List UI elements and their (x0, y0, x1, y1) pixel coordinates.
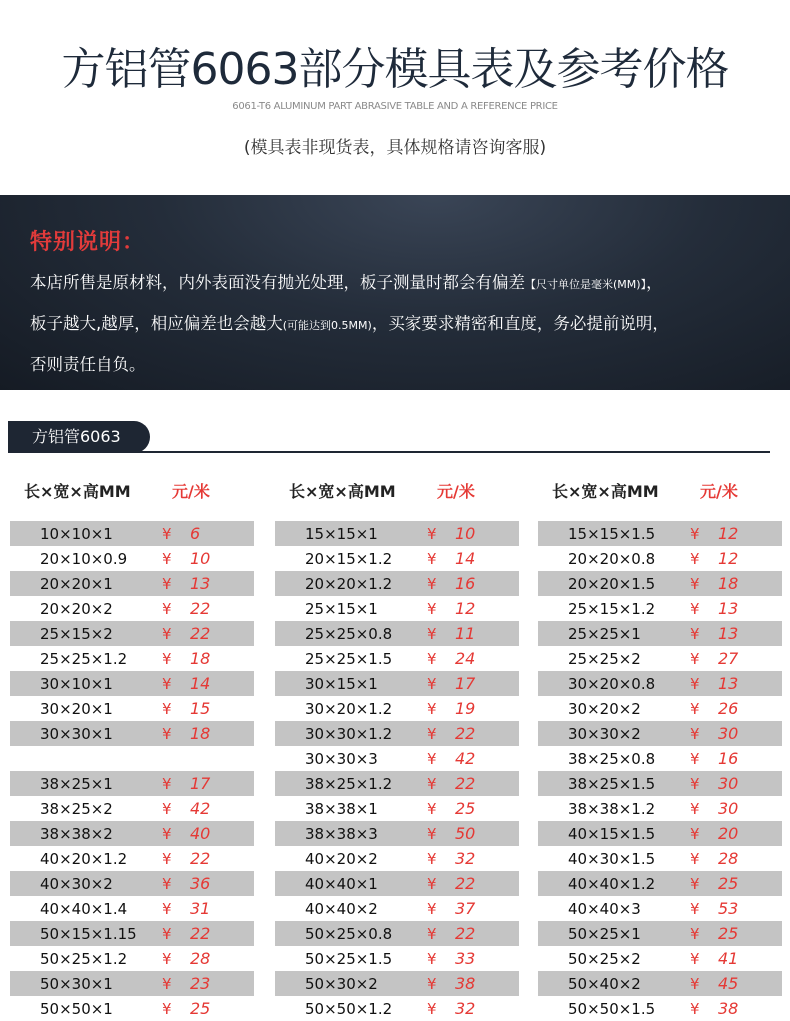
price-cell: 25 (718, 874, 739, 893)
size-cell: 50×15×1.15 (40, 925, 137, 943)
currency-symbol: ¥ (427, 1000, 437, 1018)
price-cell: 20 (718, 824, 739, 843)
table-row (538, 971, 782, 996)
table-row (10, 796, 254, 821)
notice-line-1-main: 本店所售是原材料，内外表面没有抛光处理，板子测量时都会有偏差 (30, 273, 525, 292)
currency-symbol: ¥ (162, 925, 172, 943)
size-cell: 30×20×1.2 (305, 700, 393, 718)
size-cell: 50×25×1 (568, 925, 641, 943)
currency-symbol: ¥ (690, 850, 700, 868)
table-row (275, 771, 519, 796)
currency-symbol: ¥ (162, 625, 172, 643)
size-cell: 30×15×1 (305, 675, 378, 693)
size-cell: 15×15×1.5 (568, 525, 656, 543)
page-header (0, 0, 790, 195)
price-rows (538, 521, 782, 1021)
column-header (538, 475, 782, 505)
currency-symbol: ¥ (162, 650, 172, 668)
currency-symbol: ¥ (427, 900, 437, 918)
price-cell: 19 (455, 699, 476, 718)
price-cell: 22 (455, 924, 476, 943)
currency-symbol: ¥ (690, 675, 700, 693)
price-cell: 24 (455, 649, 476, 668)
currency-symbol: ¥ (162, 800, 172, 818)
price-column-2 (275, 475, 519, 1018)
currency-symbol: ¥ (427, 875, 437, 893)
currency-symbol: ¥ (427, 800, 437, 818)
price-cell: 27 (718, 649, 739, 668)
table-row (10, 646, 254, 671)
table-row (10, 921, 254, 946)
currency-symbol: ¥ (690, 875, 700, 893)
currency-symbol: ¥ (690, 700, 700, 718)
table-row (10, 546, 254, 571)
price-cell: 22 (455, 774, 476, 793)
special-notice-banner (0, 195, 790, 390)
currency-symbol: ¥ (162, 950, 172, 968)
price-cell: 16 (718, 749, 739, 768)
size-cell: 10×10×1 (40, 525, 113, 543)
price-cell: 36 (190, 874, 211, 893)
price-cell: 12 (455, 599, 476, 618)
table-row (275, 796, 519, 821)
currency-symbol: ¥ (690, 750, 700, 768)
price-cell: 13 (718, 624, 739, 643)
size-cell: 25×15×1 (305, 600, 378, 618)
table-row (10, 571, 254, 596)
price-cell: 6 (190, 524, 201, 543)
currency-symbol: ¥ (162, 675, 172, 693)
table-row (275, 646, 519, 671)
price-rows (275, 521, 519, 1021)
size-cell: 38×25×1.5 (568, 775, 656, 793)
currency-symbol: ¥ (427, 575, 437, 593)
currency-symbol: ¥ (690, 725, 700, 743)
table-row (538, 996, 782, 1021)
currency-symbol: ¥ (690, 950, 700, 968)
size-cell: 50×25×1.2 (40, 950, 128, 968)
price-cell: 17 (455, 674, 476, 693)
currency-symbol: ¥ (162, 825, 172, 843)
table-row (538, 796, 782, 821)
currency-symbol: ¥ (427, 550, 437, 568)
currency-symbol: ¥ (690, 925, 700, 943)
size-cell: 38×25×0.8 (568, 750, 656, 768)
price-cell: 25 (455, 799, 476, 818)
size-cell: 40×40×1.2 (568, 875, 656, 893)
column-header-price: 元/米 (437, 482, 475, 501)
column-header-size: 长×宽×高MM (552, 482, 659, 501)
size-cell: 25×25×2 (568, 650, 641, 668)
price-cell: 37 (455, 899, 476, 918)
section-tab-square-tube: 方铝管6063 (8, 421, 150, 453)
price-cell: 14 (190, 674, 211, 693)
table-row (10, 696, 254, 721)
size-cell: 25×15×2 (40, 625, 113, 643)
price-cell: 12 (718, 524, 739, 543)
table-row (10, 871, 254, 896)
table-row (275, 971, 519, 996)
size-cell: 38×38×2 (40, 825, 113, 843)
table-row (275, 696, 519, 721)
table-row (275, 921, 519, 946)
table-row (538, 696, 782, 721)
price-cell: 14 (455, 549, 476, 568)
size-cell: 40×15×1.5 (568, 825, 656, 843)
size-cell: 25×25×0.8 (305, 625, 393, 643)
price-cell: 50 (455, 824, 476, 843)
price-cell: 13 (190, 574, 211, 593)
currency-symbol: ¥ (427, 925, 437, 943)
size-cell: 25×25×1 (568, 625, 641, 643)
currency-symbol: ¥ (427, 700, 437, 718)
table-row (538, 771, 782, 796)
notice-line-2-main: 板子越大,越厚，相应偏差也会越大 (30, 314, 283, 333)
currency-symbol: ¥ (427, 825, 437, 843)
currency-symbol: ¥ (427, 600, 437, 618)
price-cell: 18 (718, 574, 739, 593)
table-row (10, 896, 254, 921)
special-notice-text (30, 263, 770, 384)
table-row (10, 821, 254, 846)
size-cell: 25×25×1.2 (40, 650, 128, 668)
price-cell: 32 (455, 999, 476, 1018)
size-cell: 30×20×2 (568, 700, 641, 718)
table-row (538, 921, 782, 946)
currency-symbol: ¥ (690, 600, 700, 618)
size-cell: 40×40×2 (305, 900, 378, 918)
currency-symbol: ¥ (162, 600, 172, 618)
currency-symbol: ¥ (162, 1000, 172, 1018)
size-cell: 30×30×3 (305, 750, 378, 768)
currency-symbol: ¥ (690, 1000, 700, 1018)
table-row (538, 896, 782, 921)
size-cell: 40×40×1.4 (40, 900, 128, 918)
currency-symbol: ¥ (162, 775, 172, 793)
price-cell: 22 (455, 724, 476, 743)
column-header-price: 元/米 (172, 482, 210, 501)
size-cell: 15×15×1 (305, 525, 378, 543)
currency-symbol: ¥ (162, 725, 172, 743)
table-row (275, 621, 519, 646)
special-notice-title: 特别说明： (30, 230, 146, 255)
currency-symbol: ¥ (690, 900, 700, 918)
size-cell: 20×20×1 (40, 575, 113, 593)
size-cell: 38×38×3 (305, 825, 378, 843)
table-row (275, 846, 519, 871)
currency-symbol: ¥ (427, 775, 437, 793)
size-cell: 50×50×1.2 (305, 1000, 393, 1018)
price-cell: 38 (455, 974, 476, 993)
column-header-size: 长×宽×高MM (24, 482, 131, 501)
price-cell: 42 (455, 749, 476, 768)
size-cell: 50×30×1 (40, 975, 113, 993)
size-cell: 30×30×1.2 (305, 725, 393, 743)
table-row (10, 596, 254, 621)
currency-symbol: ¥ (427, 675, 437, 693)
column-header (10, 475, 254, 505)
price-cell: 30 (718, 799, 739, 818)
size-cell: 38×38×1 (305, 800, 378, 818)
price-rows (10, 521, 254, 1021)
stock-note: (模具表非现货表，具体规格请咨询客服) (243, 138, 547, 158)
table-row (538, 521, 782, 546)
size-cell: 20×20×1.2 (305, 575, 393, 593)
size-cell: 25×25×1.5 (305, 650, 393, 668)
currency-symbol: ¥ (162, 875, 172, 893)
price-cell: 11 (455, 624, 476, 643)
size-cell: 30×20×1 (40, 700, 113, 718)
currency-symbol: ¥ (690, 625, 700, 643)
column-header-size: 长×宽×高MM (289, 482, 396, 501)
table-row (10, 621, 254, 646)
size-cell: 20×20×2 (40, 600, 113, 618)
page-subtitle-english: 6061-T6 ALUMINUM PART ABRASIVE TABLE AND A REFERENCE PRICE (232, 101, 558, 112)
table-row (275, 821, 519, 846)
price-cell: 15 (190, 699, 211, 718)
price-cell: 22 (455, 874, 476, 893)
size-cell: 30×10×1 (40, 675, 113, 693)
size-cell: 50×25×2 (568, 950, 641, 968)
size-cell: 40×30×1.5 (568, 850, 656, 868)
table-row (538, 646, 782, 671)
price-cell: 13 (718, 599, 739, 618)
table-row (10, 996, 254, 1021)
price-cell: 28 (190, 949, 211, 968)
table-row (275, 671, 519, 696)
price-cell: 40 (190, 824, 211, 843)
size-cell: 38×25×2 (40, 800, 113, 818)
price-cell: 25 (190, 999, 211, 1018)
price-column-3 (538, 475, 782, 1018)
size-cell: 20×10×0.9 (40, 550, 128, 568)
currency-symbol: ¥ (427, 525, 437, 543)
table-row (275, 521, 519, 546)
table-row (275, 896, 519, 921)
size-cell: 50×25×0.8 (305, 925, 393, 943)
price-cell: 30 (718, 774, 739, 793)
size-cell: 20×15×1.2 (305, 550, 393, 568)
size-cell: 25×15×1.2 (568, 600, 656, 618)
page-title: 方铝管6063部分模具表及参考价格 (61, 44, 729, 95)
currency-symbol: ¥ (162, 975, 172, 993)
notice-line-2 (30, 304, 770, 345)
notice-line-1-end: ， (646, 273, 663, 292)
table-row (10, 746, 254, 771)
price-cell: 33 (455, 949, 476, 968)
price-cell: 25 (718, 924, 739, 943)
size-cell: 50×40×2 (568, 975, 641, 993)
table-row (10, 521, 254, 546)
table-row (10, 771, 254, 796)
currency-symbol: ¥ (690, 525, 700, 543)
size-cell: 50×50×1.5 (568, 1000, 656, 1018)
currency-symbol: ¥ (162, 700, 172, 718)
table-row (10, 846, 254, 871)
currency-symbol: ¥ (690, 650, 700, 668)
price-cell: 22 (190, 624, 211, 643)
price-cell: 18 (190, 724, 211, 743)
table-row (538, 571, 782, 596)
price-cell: 18 (190, 649, 211, 668)
column-header (275, 475, 519, 505)
price-cell: 22 (190, 924, 211, 943)
price-cell: 22 (190, 849, 211, 868)
notice-line-1-unit-note: 【尺寸单位是毫米(MM)】 (525, 278, 647, 291)
table-row (275, 596, 519, 621)
currency-symbol: ¥ (162, 900, 172, 918)
notice-line-2-end: ，买家要求精密和直度，务必提前说明， (371, 314, 669, 333)
size-cell: 30×20×0.8 (568, 675, 656, 693)
price-cell: 13 (718, 674, 739, 693)
size-cell: 30×30×1 (40, 725, 113, 743)
table-row (538, 821, 782, 846)
column-header-price: 元/米 (700, 482, 738, 501)
table-row (538, 746, 782, 771)
table-row (275, 721, 519, 746)
notice-line-1 (30, 263, 770, 304)
size-cell: 40×20×2 (305, 850, 378, 868)
size-cell: 20×20×1.5 (568, 575, 656, 593)
table-row (538, 596, 782, 621)
price-cell: 38 (718, 999, 739, 1018)
currency-symbol: ¥ (690, 550, 700, 568)
table-row (275, 871, 519, 896)
price-column-1 (10, 475, 254, 1018)
table-row (275, 546, 519, 571)
price-cell: 28 (718, 849, 739, 868)
table-row (10, 721, 254, 746)
currency-symbol: ¥ (427, 625, 437, 643)
price-cell: 23 (190, 974, 211, 993)
size-cell: 40×30×2 (40, 875, 113, 893)
price-cell: 16 (455, 574, 476, 593)
table-row (10, 671, 254, 696)
size-cell: 38×25×1 (40, 775, 113, 793)
currency-symbol: ¥ (690, 975, 700, 993)
currency-symbol: ¥ (690, 775, 700, 793)
size-cell: 50×50×1 (40, 1000, 113, 1018)
table-row (538, 871, 782, 896)
currency-symbol: ¥ (427, 725, 437, 743)
price-cell: 22 (190, 599, 211, 618)
price-cell: 12 (718, 549, 739, 568)
currency-symbol: ¥ (427, 650, 437, 668)
price-cell: 17 (190, 774, 211, 793)
currency-symbol: ¥ (690, 800, 700, 818)
table-row (275, 571, 519, 596)
table-row (538, 671, 782, 696)
currency-symbol: ¥ (162, 575, 172, 593)
table-row (10, 946, 254, 971)
currency-symbol: ¥ (162, 525, 172, 543)
size-cell: 38×25×1.2 (305, 775, 393, 793)
currency-symbol: ¥ (427, 750, 437, 768)
size-cell: 30×30×2 (568, 725, 641, 743)
price-cell: 45 (718, 974, 739, 993)
notice-line-3: 否则责任自负。 (30, 355, 146, 374)
size-cell: 50×30×2 (305, 975, 378, 993)
size-cell: 50×25×1.5 (305, 950, 393, 968)
notice-line-2-tolerance-note: (可能达到0.5MM) (282, 319, 372, 332)
table-row (275, 996, 519, 1021)
table-row (538, 621, 782, 646)
price-cell: 32 (455, 849, 476, 868)
size-cell: 20×20×0.8 (568, 550, 656, 568)
table-row (538, 546, 782, 571)
table-row (10, 971, 254, 996)
price-cell: 31 (190, 899, 211, 918)
price-cell: 42 (190, 799, 211, 818)
table-row (275, 946, 519, 971)
table-row (538, 721, 782, 746)
price-cell: 30 (718, 724, 739, 743)
currency-symbol: ¥ (427, 950, 437, 968)
table-row (538, 946, 782, 971)
currency-symbol: ¥ (690, 575, 700, 593)
size-cell: 40×40×1 (305, 875, 378, 893)
currency-symbol: ¥ (427, 850, 437, 868)
currency-symbol: ¥ (162, 550, 172, 568)
size-cell: 38×38×1.2 (568, 800, 656, 818)
price-cell: 10 (455, 524, 476, 543)
currency-symbol: ¥ (690, 825, 700, 843)
currency-symbol: ¥ (427, 975, 437, 993)
table-row (538, 846, 782, 871)
size-cell: 40×20×1.2 (40, 850, 128, 868)
table-row (275, 746, 519, 771)
price-cell: 41 (718, 949, 739, 968)
price-cell: 10 (190, 549, 211, 568)
size-cell: 40×40×3 (568, 900, 641, 918)
price-cell: 26 (718, 699, 739, 718)
currency-symbol: ¥ (162, 850, 172, 868)
price-cell: 53 (718, 899, 739, 918)
